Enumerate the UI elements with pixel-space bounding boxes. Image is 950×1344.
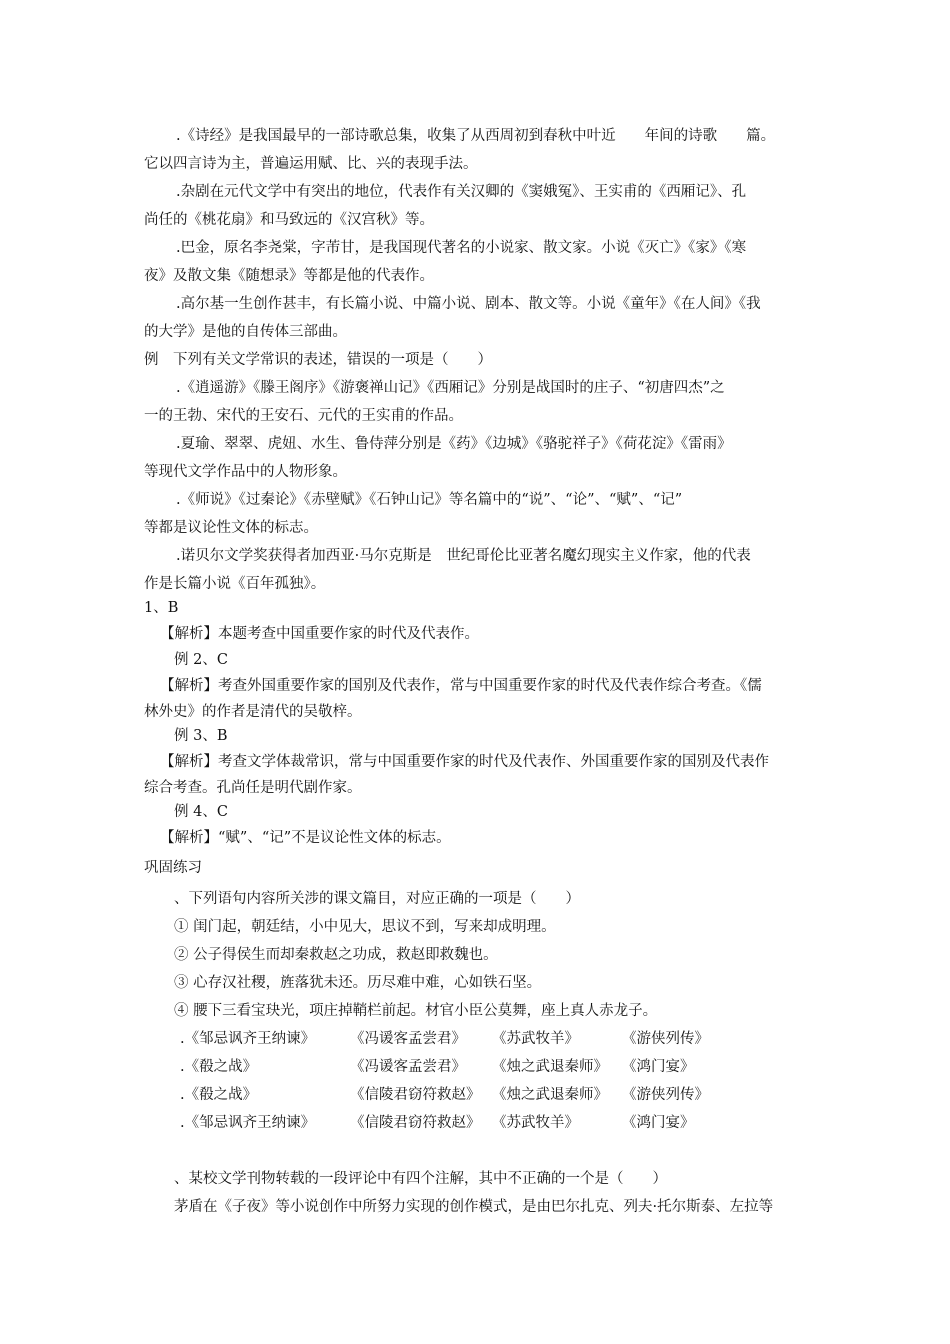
explanation-3-line-2: 综合考查。孔尚任是明代剧作家。 xyxy=(144,780,362,796)
example-option-2-line-2: 等现代文学作品中的人物形象。 xyxy=(144,464,347,480)
answer-option-cell: 《游侠列传》 xyxy=(622,1087,709,1103)
answer-option-row xyxy=(0,1029,950,1049)
example-question: 例 下列有关文学常识的表述，错误的一项是（ ） xyxy=(144,352,492,368)
answer-option-cell: 《鸿门宴》 xyxy=(622,1059,695,1075)
answer-option-cell: 《烛之武退秦师》 xyxy=(492,1059,608,1075)
example-option-3-line-1: .《师说》《过秦论》《赤壁赋》《石钟山记》等名篇中的“说”、“论”、“赋”、“记” xyxy=(176,492,683,508)
answer-option-cell: .《殽之战》 xyxy=(180,1087,258,1103)
answer-option-cell: 《信陵君窃符救赵》 xyxy=(350,1115,481,1131)
practice-sentence-4: ④ 腰下三看宝玦光，项庄掉鞘栏前起。材官小臣公莫舞，座上真人赤龙子。 xyxy=(174,1003,658,1019)
practice-sentence-2: ② 公子得侯生而却秦救赵之功成，救赵即救魏也。 xyxy=(174,947,498,963)
item-2-line-1: .杂剧在元代文学中有突出的地位，代表作有关汉卿的《窦娥冤》、王实甫的《西厢记》、孔 xyxy=(176,184,747,200)
answer-option-row xyxy=(0,1113,950,1133)
answer-option-cell: 《苏武牧羊》 xyxy=(492,1031,579,1047)
item-2-line-2: 尚任的《桃花扇》和马致远的《汉宫秋》等。 xyxy=(144,212,434,228)
explanation-4: 【解析】“赋”、“记”不是议论性文体的标志。 xyxy=(160,830,451,846)
item-3-line-1: .巴金，原名李尧棠，字芾甘，是我国现代著名的小说家、散文家。小说《灭亡》《家》《寒 xyxy=(176,240,747,256)
answer-3: 例 3、B xyxy=(174,728,228,744)
example-option-2-line-1: .夏瑜、翠翠、虎妞、水生、鲁侍萍分别是《药》《边城》《骆驼祥子》《荷花淀》《雷雨》 xyxy=(176,436,732,452)
practice-passage: 茅盾在《子夜》等小说创作中所努力实现的创作模式，是由巴尔扎克、列夫·托尔斯泰、左拉等 xyxy=(174,1199,774,1215)
answer-2: 例 2、C xyxy=(174,652,228,668)
answer-option-row xyxy=(0,1085,950,1105)
answer-option-cell: 《信陵君窃符救赵》 xyxy=(350,1087,481,1103)
answer-option-cell: 《烛之武退秦师》 xyxy=(492,1087,608,1103)
example-option-1-line-2: 一的王勃、宋代的王安石、元代的王实甫的作品。 xyxy=(144,408,463,424)
example-option-4-line-1: .诺贝尔文学奖获得者加西亚·马尔克斯是 世纪哥伦比亚著名魔幻现实主义作家，他的代表 xyxy=(176,548,751,564)
answer-option-cell: 《鸿门宴》 xyxy=(622,1115,695,1131)
answer-option-cell: 《苏武牧羊》 xyxy=(492,1115,579,1131)
explanation-1: 【解析】本题考查中国重要作家的时代及代表作。 xyxy=(160,626,479,642)
item-4-line-1: .高尔基一生创作甚丰，有长篇小说、中篇小说、剧本、散文等。小说《童年》《在人间》《我 xyxy=(176,296,761,312)
explanation-2-line-1: 【解析】考查外国重要作家的国别及代表作，常与中国重要作家的时代及代表作综合考查。《儒 xyxy=(160,678,762,694)
answer-option-cell: .《邹忌讽齐王纳谏》 xyxy=(180,1115,316,1131)
example-option-1-line-1: .《逍遥游》《滕王阁序》《游褒禅山记》《西厢记》分别是战国时的庄子、“初唐四杰”之 xyxy=(176,380,725,396)
answer-option-row xyxy=(0,1057,950,1077)
answer-1: 1、B xyxy=(144,600,179,616)
practice-sentence-3: ③ 心存汉社稷，旌落犹未还。历尽难中难，心如铁石坚。 xyxy=(174,975,542,991)
answer-option-cell: .《殽之战》 xyxy=(180,1059,258,1075)
item-1-line-2: 它以四言诗为主，普遍运用赋、比、兴的表现手法。 xyxy=(144,156,478,172)
example-option-4-line-2: 作是长篇小说《百年孤独》。 xyxy=(144,576,326,592)
answer-4: 例 4、C xyxy=(174,804,228,820)
answer-option-cell: 《游侠列传》 xyxy=(622,1031,709,1047)
answer-option-cell: .《邹忌讽齐王纳谏》 xyxy=(180,1031,316,1047)
practice-question-1: 、下列语句内容所关涉的课文篇目，对应正确的一项是（ ） xyxy=(174,891,580,907)
practice-sentence-1: ① 闺门起，朝廷结，小中见大，思议不到，写来却成明理。 xyxy=(174,919,556,935)
answer-option-cell: 《冯谖客孟尝君》 xyxy=(350,1031,466,1047)
item-4-line-2: 的大学》是他的自传体三部曲。 xyxy=(144,324,347,340)
practice-heading: 巩固练习 xyxy=(144,860,202,876)
item-1-line-1: .《诗经》是我国最早的一部诗歌总集，收集了从西周初到春秋中叶近 年间的诗歌 篇。 xyxy=(176,128,776,144)
explanation-3-line-1: 【解析】考查文学体裁常识，常与中国重要作家的时代及代表作、外国重要作家的国别及代表作 xyxy=(160,754,769,770)
item-3-line-2: 夜》及散文集《随想录》等都是他的代表作。 xyxy=(144,268,434,284)
answer-option-cell: 《冯谖客孟尝君》 xyxy=(350,1059,466,1075)
example-option-3-line-2: 等都是议论性文体的标志。 xyxy=(144,520,318,536)
practice-question-2: 、某校文学刊物转载的一段评论中有四个注解，其中不正确的一个是（ ） xyxy=(174,1171,667,1187)
explanation-2-line-2: 林外史》的作者是清代的吴敬梓。 xyxy=(144,704,362,720)
